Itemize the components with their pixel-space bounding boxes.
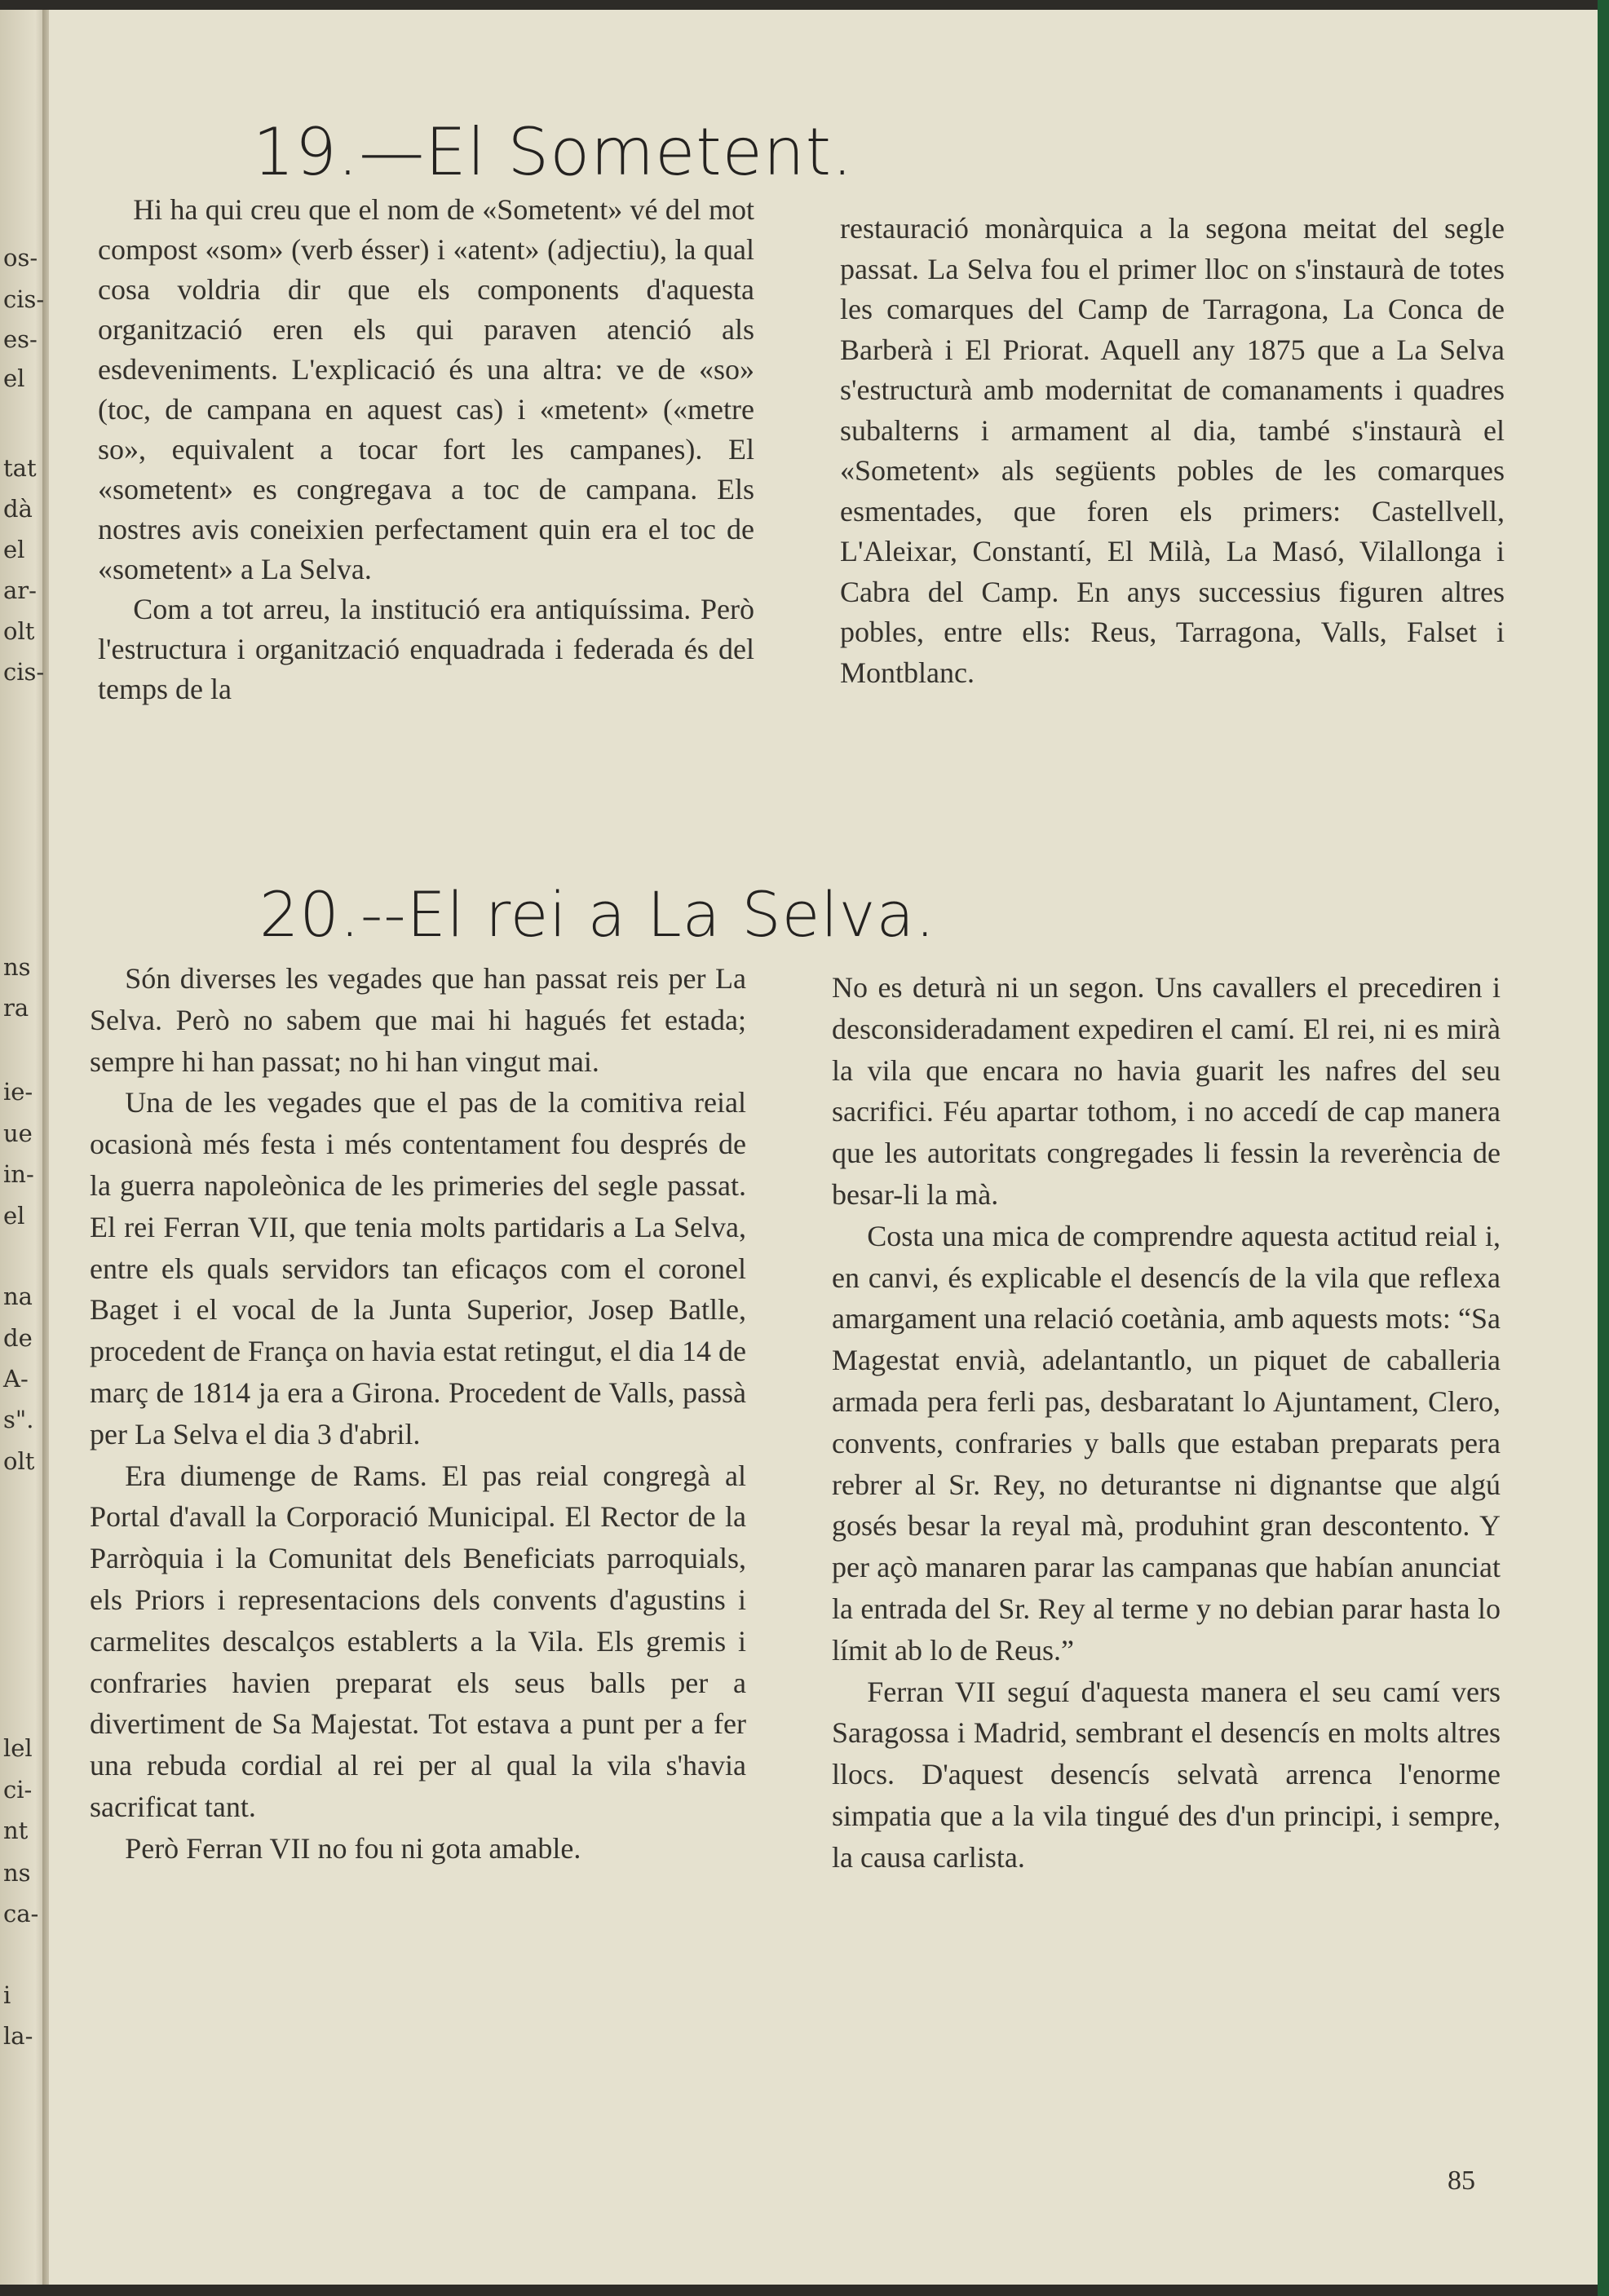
section-20-heading: 20.--El rei a La Selva.: [259, 878, 936, 951]
paragraph: Ferran VII seguí d'aquesta manera el seu camí vers Saragossa i Madrid, sembrant el desencís en molts altres llocs. D'aquest desencís selvatà arrenca l'enorme simpatia que a la vila tingué des d'un principi, i sempre, la causa carlista.: [832, 1675, 1501, 1874]
margin-fragment: na: [3, 1283, 33, 1310]
section-19-column-left: [98, 190, 754, 709]
margin-fragment: os-: [3, 244, 38, 272]
margin-fragment: ar-: [3, 576, 37, 604]
margin-fragment: ns: [3, 1859, 31, 1887]
margin-fragment: la-: [3, 2022, 33, 2050]
margin-fragment: olt: [3, 1447, 35, 1475]
margin-fragment: ue: [3, 1119, 33, 1147]
margin-fragment: el: [3, 364, 25, 392]
paragraph: Costa una mica de comprendre aquesta actitud reial i, en canvi, és explicable el desencís de la vila que reflexa amargament una relació coetània, amb aquests mots: “Sa Magestat envià, adelantantlo, un piquet de caballeria armada pera ferli pas, desbaratant lo Ajuntament, Clero, convents, confraries y balls que estaban preparats pera rebrer al Sr. Rey, no deturantse ni dignantse que algú gosés besar la reyal mà, produhint gran descontento. Y per açò manaren parar las campanas que habían anunciat la entrada del Sr. Rey al terme y no debian parar hasta lo límit ab lo de Reus.”: [832, 1219, 1501, 1667]
margin-fragment: ns: [3, 953, 31, 981]
margin-fragment: i: [3, 1981, 11, 2009]
margin-fragment: ca-: [3, 1900, 39, 1927]
paragraph: Són diverses les vegades que han passat reis per La Selva. Però no sabem que mai hi hagués fet estada; sempre hi han passat; no hi han vingut mai.: [90, 962, 746, 1078]
margin-fragment: ra: [3, 994, 29, 1022]
margin-fragment: in-: [3, 1160, 34, 1188]
paragraph: Una de les vegades que el pas de la comitiva reial ocasionà més festa i més contentament fou després de la guerra napoleònica de les primeries del segle passat. El rei Ferran VII, que tenia molts partidaris a La Selva, entre els quals servidors tan eficaços com el coronel Baget i el vocal de la Junta Superior, Josep Batlle, procedent de França on havia estat retingut, el dia 14 de març de 1814 ja era a Girona. Procedent de Valls, passà per La Selva el dia 3 d'abril.: [90, 1086, 746, 1450]
paragraph: Però Ferran VII no fou ni gota amable.: [125, 1831, 581, 1865]
margin-fragment: lel: [3, 1734, 33, 1762]
section-20-column-left: [90, 958, 746, 1870]
margin-fragment: s".: [3, 1406, 34, 1433]
page-number: 85: [1448, 2166, 1475, 2196]
margin-fragment: dà: [3, 495, 33, 523]
paragraph: Hi ha qui creu que el nom de «Sometent» vé del mot compost «som» (verb ésser) i «atent» (adjectiu), la qual cosa voldria dir que els components d'aquesta organització eren els qui paraven atenció als esdeveniments. L'explicació és una altra: ve de «so» (toc, de campana en aquest cas) i «metent» («metre so», equivalent a tocar fort les campanes). El «sometent» es congregava a toc de campana. Els nostres avis coneixien perfectament quin era el toc de «sometent» a La Selva.: [98, 193, 754, 585]
paragraph: Com a tot arreu, la institució era antiquíssima. Però l'estructura i organització enquadrada i federada és del temps de la: [98, 593, 754, 705]
green-edge-tab: [1598, 0, 1609, 2296]
paragraph: restauració monàrquica a la segona meitat del segle passat. La Selva fou el primer lloc on s'instaurà de totes les comarques del Camp de Tarragona, La Conca de Barberà i El Priorat. Aquell any 1875 que a La Selva s'estructurà amb modernitat de comanaments i quadres subalterns i armament al dia, també s'instaurà el «Sometent» als següents pobles de les comarques esmentades, que foren els primers: Castellvell, L'Aleixar, Constantí, El Milà, La Masó, Vilallonga i Cabra del Camp. En anys successius figuren altres pobles, entre ells: Reus, Tarragona, Valls, Falset i Montblanc.: [840, 212, 1505, 689]
section-20-column-right: [832, 967, 1501, 1879]
margin-fragment: ie-: [3, 1078, 33, 1106]
section-19-column-right: [840, 209, 1505, 693]
margin-fragment: el: [3, 1202, 25, 1230]
margin-fragment: A-: [3, 1365, 29, 1393]
section-19-heading: 19.—El Sometent.: [253, 114, 854, 190]
margin-fragment: el: [3, 536, 25, 563]
margin-fragment: ci-: [3, 1776, 33, 1804]
margin-fragment: tat: [3, 454, 37, 482]
margin-fragment: olt: [3, 617, 35, 645]
paragraph: Era diumenge de Rams. El pas reial congregà al Portal d'avall la Corporació Municipal. El Rector de la Parròquia i la Comunitat dels Beneficiats parroquials, els Priors i representacions dels convents d'agustins i carmelites descalços establerts a la Vila. Els gremis i confraries havien preparat els seus balls per a divertiment de Sa Majestat. Tot estava a punt per a fer una rebuda cordial al rei per al qual la vila s'havia sacrificat tant.: [90, 1459, 746, 1823]
margin-fragment: nt: [3, 1817, 29, 1844]
margin-fragment: cis-: [3, 285, 45, 313]
margin-fragment: es-: [3, 325, 38, 353]
margin-fragment: cis-: [3, 658, 45, 686]
paragraph: No es deturà ni un segon. Uns cavallers el precediren i desconsideradament expediren el camí. El rei, ni es mirà la vila que encara no havia guarit les nafres del seu sacrifici. Féu apartar tothom, i no accedí de cap manera que les autoritats congregades li fessin la reverència de besar-li la mà.: [832, 971, 1501, 1211]
margin-fragment: de: [3, 1324, 33, 1352]
